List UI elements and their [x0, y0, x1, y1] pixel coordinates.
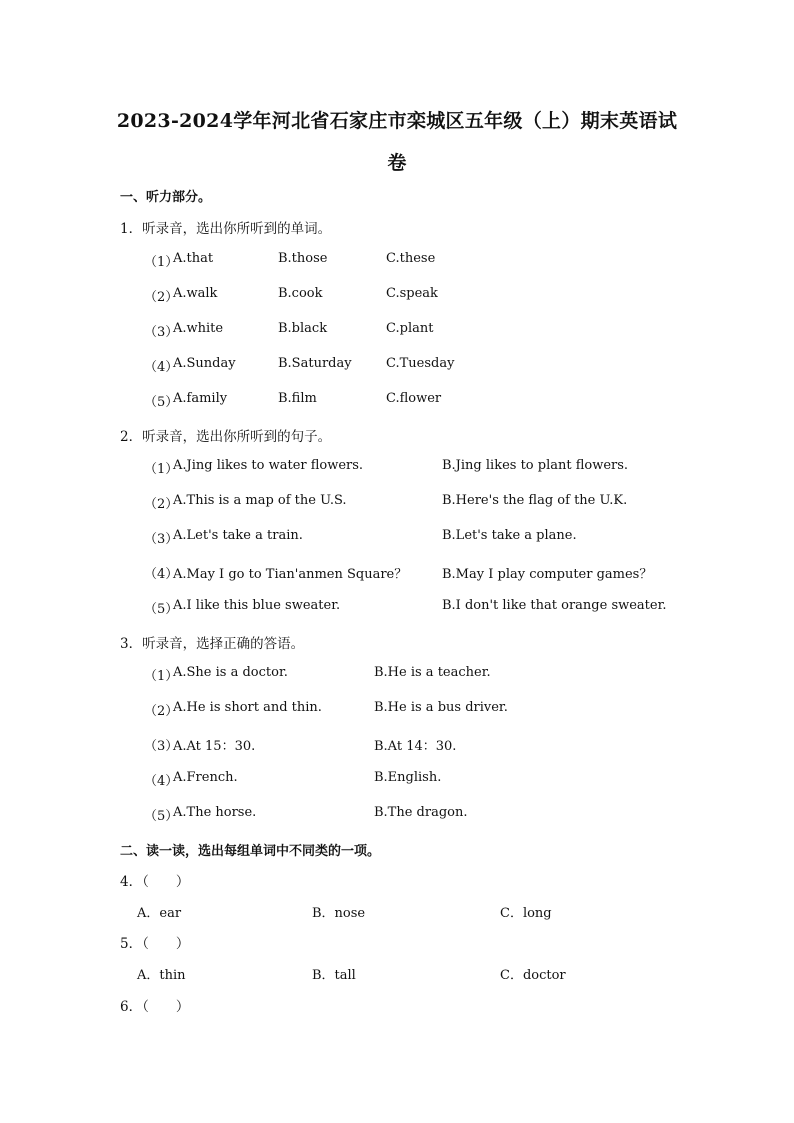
option-a: A.that: [173, 251, 214, 266]
option-c: C.these: [386, 251, 436, 266]
option-a: A.walk: [173, 286, 218, 301]
section-listening-heading: 一、听力部分。: [120, 190, 212, 205]
question-1-item-4: [0, 356, 794, 376]
question-5-stem: 5．（ ）: [120, 936, 190, 952]
option-a: A.May I go to Tian'anmen Square？: [173, 567, 408, 582]
option-b: B.Saturday: [278, 356, 352, 371]
option-b: B.The dragon.: [374, 805, 468, 820]
option-c: C．long: [500, 906, 552, 921]
question-3-item-2: [0, 700, 794, 720]
question-2-item-2: [0, 493, 794, 513]
option-b: B.Here's the flag of the U.K.: [442, 493, 628, 508]
question-1-item-3: [0, 321, 794, 341]
option-a: A.Jing likes to water flowers.: [173, 458, 364, 473]
question-2-item-3: [0, 528, 794, 548]
item-number: （5）: [144, 395, 179, 410]
item-number: （3）: [144, 739, 179, 754]
option-a: A.The horse.: [173, 805, 257, 820]
option-b: B.At 14：30.: [374, 739, 457, 754]
question-3-item-4: [0, 770, 794, 790]
option-a: A.I like this blue sweater.: [173, 598, 341, 613]
option-b: B.He is a teacher.: [374, 665, 491, 680]
option-b: B．tall: [312, 968, 356, 983]
option-c: C.plant: [386, 321, 434, 336]
option-b: B.Jing likes to plant flowers.: [442, 458, 629, 473]
option-b: B.English.: [374, 770, 442, 785]
question-1-item-5: [0, 391, 794, 411]
option-a: A.She is a doctor.: [173, 665, 288, 680]
item-number: （2）: [144, 704, 179, 719]
question-3-item-5: [0, 805, 794, 825]
option-b: B．nose: [312, 906, 366, 921]
option-a: A.At 15：30.: [173, 739, 256, 754]
item-number: （3）: [144, 325, 179, 340]
option-b: B.black: [278, 321, 328, 336]
option-a: A.Let's take a train.: [173, 528, 303, 543]
question-2-item-1: [0, 458, 794, 478]
option-a: A.He is short and thin.: [173, 700, 322, 715]
question-5-options: [0, 964, 794, 984]
question-1-stem: 1．听录音，选出你所听到的单词。: [120, 221, 332, 237]
question-4-stem: 4．（ ）: [120, 874, 190, 890]
item-number: （4）: [144, 567, 179, 582]
question-1-item-2: [0, 286, 794, 306]
item-number: （2）: [144, 290, 179, 305]
option-a: A.French.: [173, 770, 238, 785]
question-1-item-1: [0, 251, 794, 271]
option-a: A.family: [173, 391, 228, 406]
option-b: B.Let's take a plane.: [442, 528, 577, 543]
option-c: C．doctor: [500, 968, 566, 983]
option-c: C.Tuesday: [386, 356, 455, 371]
item-number: （5）: [144, 602, 179, 617]
option-b: B.those: [278, 251, 328, 266]
item-number: （1）: [144, 669, 179, 684]
option-b: B.film: [278, 391, 317, 406]
item-number: （1）: [144, 462, 179, 477]
option-a: A.white: [173, 321, 224, 336]
option-c: C.flower: [386, 391, 442, 406]
item-number: （4）: [144, 360, 179, 375]
exam-title-line-2: 卷: [387, 152, 407, 174]
option-a: A.Sunday: [173, 356, 236, 371]
question-3-stem: 3．听录音，选择正确的答语。: [120, 636, 305, 652]
question-2-item-4: [0, 563, 794, 583]
question-6-stem: 6．（ ）: [120, 999, 190, 1015]
item-number: （4）: [144, 774, 179, 789]
option-a: A．ear: [137, 906, 182, 921]
item-number: （3）: [144, 532, 179, 547]
item-number: （5）: [144, 809, 179, 824]
option-b: B.He is a bus driver.: [374, 700, 508, 715]
question-2-stem: 2．听录音，选出你所听到的句子。: [120, 429, 332, 445]
question-3-item-3: [0, 735, 794, 755]
option-b: B.cook: [278, 286, 323, 301]
option-a: A.This is a map of the U.S.: [173, 493, 347, 508]
question-4-options: [0, 902, 794, 922]
section-reading-heading: 二、读一读，选出每组单词中不同类的一项。: [120, 844, 381, 859]
question-2-item-5: [0, 598, 794, 618]
option-c: C.speak: [386, 286, 438, 301]
item-number: （2）: [144, 497, 179, 512]
option-a: A．thin: [137, 968, 186, 983]
question-3-item-1: [0, 665, 794, 685]
exam-title-line-1: 2023-2024学年河北省石家庄市栾城区五年级（上）期末英语试: [116, 110, 678, 132]
option-b: B.May I play computer games？: [442, 567, 653, 582]
item-number: （1）: [144, 255, 179, 270]
option-b: B.I don't like that orange sweater.: [442, 598, 667, 613]
